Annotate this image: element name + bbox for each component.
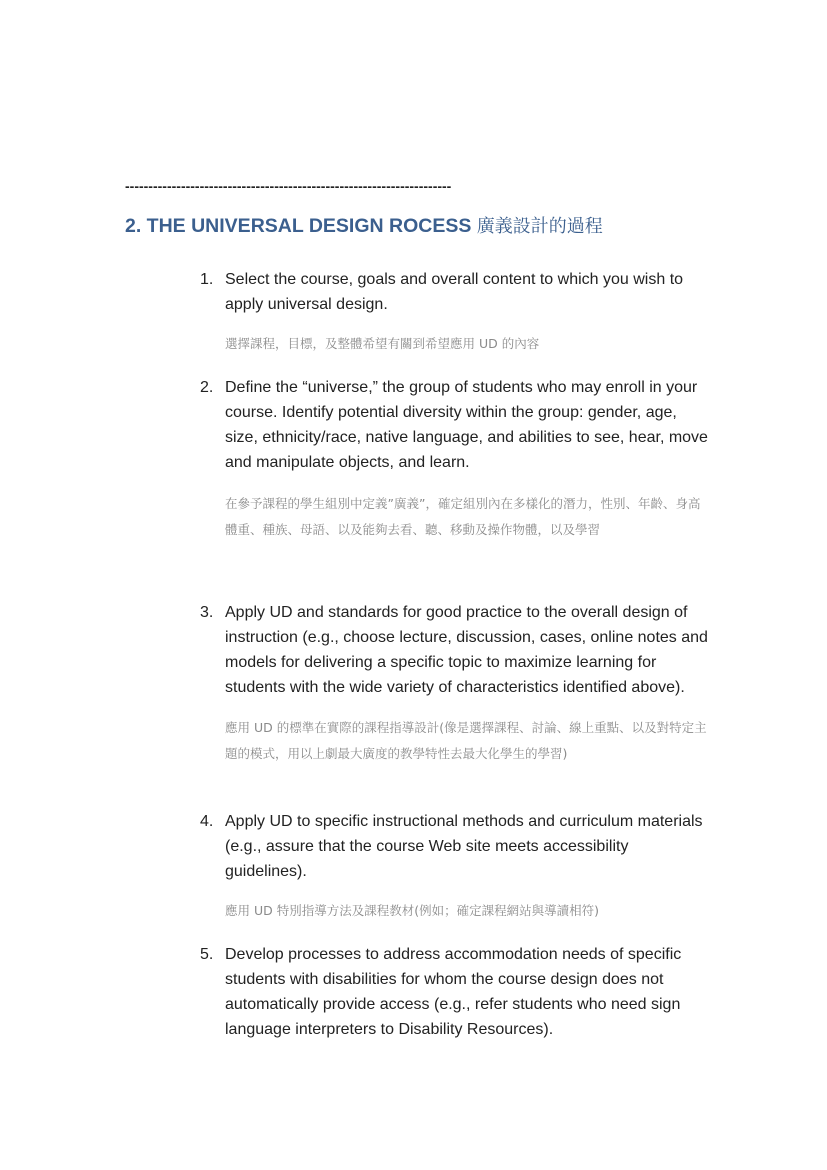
list-item [200, 600, 710, 767]
list-item [200, 809, 710, 924]
item-translation: 選擇課程，目標，及整體希望有關到希望應用 UD 的內容 [225, 336, 540, 351]
item-translation: 應用 UD 的標準在實際的課程指導設計(像是選擇課程、討論、線上重點、以及對特定主題的模式，用以上劇最大廣度的教學特性去最大化學生的學習) [225, 720, 707, 761]
item-text: Develop processes to address accommodation needs of specific students with disabilities for whom the course design does not automatically provide access (e.g., refer students who need sign language interpreters to Disability Resources). [225, 946, 682, 1038]
item-number: 4. [200, 813, 214, 830]
item-text: Define the “universe,” the group of students who may enroll in your course. Identify potential diversity within the group: gender, age, size, ethnicity/race, native language, and abilities to see, hear, move and manipulate objects, and learn. [225, 379, 708, 471]
item-number: 2. [200, 379, 214, 396]
section-heading [125, 212, 603, 238]
item-number: 3. [200, 604, 214, 621]
item-translation: 在參予課程的學生組別中定義”廣義”，確定組別內在多樣化的潛力，性別、年齡、身高體重、種族、母語、以及能夠去看、聽、移動及操作物體，以及學習 [225, 496, 701, 537]
list-item [200, 267, 710, 357]
item-text: Apply UD to specific instructional methods and curriculum materials (e.g., assure that the course Web site meets accessibility guidelines). [225, 813, 703, 880]
section-title-chinese: 廣義設計的過程 [476, 216, 603, 237]
divider-line: ---------------------------------------------------------------------- [125, 178, 452, 194]
item-number: 5. [200, 946, 214, 963]
section-title: 2. THE UNIVERSAL DESIGN ROCESS [125, 215, 472, 237]
item-text: Select the course, goals and overall content to which you wish to apply universal design. [225, 271, 684, 313]
list-item [200, 375, 710, 543]
item-text: Apply UD and standards for good practice to the overall design of instruction (e.g., choose lecture, discussion, cases, online notes and models for delivering a specific topic to maximize learning for students with the wide variety of characteristics identified above). [225, 604, 708, 696]
list-item [200, 942, 710, 1042]
item-translation: 應用 UD 特別指導方法及課程教材(例如；確定課程網站與導讀相符) [225, 903, 599, 918]
item-number: 1. [200, 271, 214, 288]
